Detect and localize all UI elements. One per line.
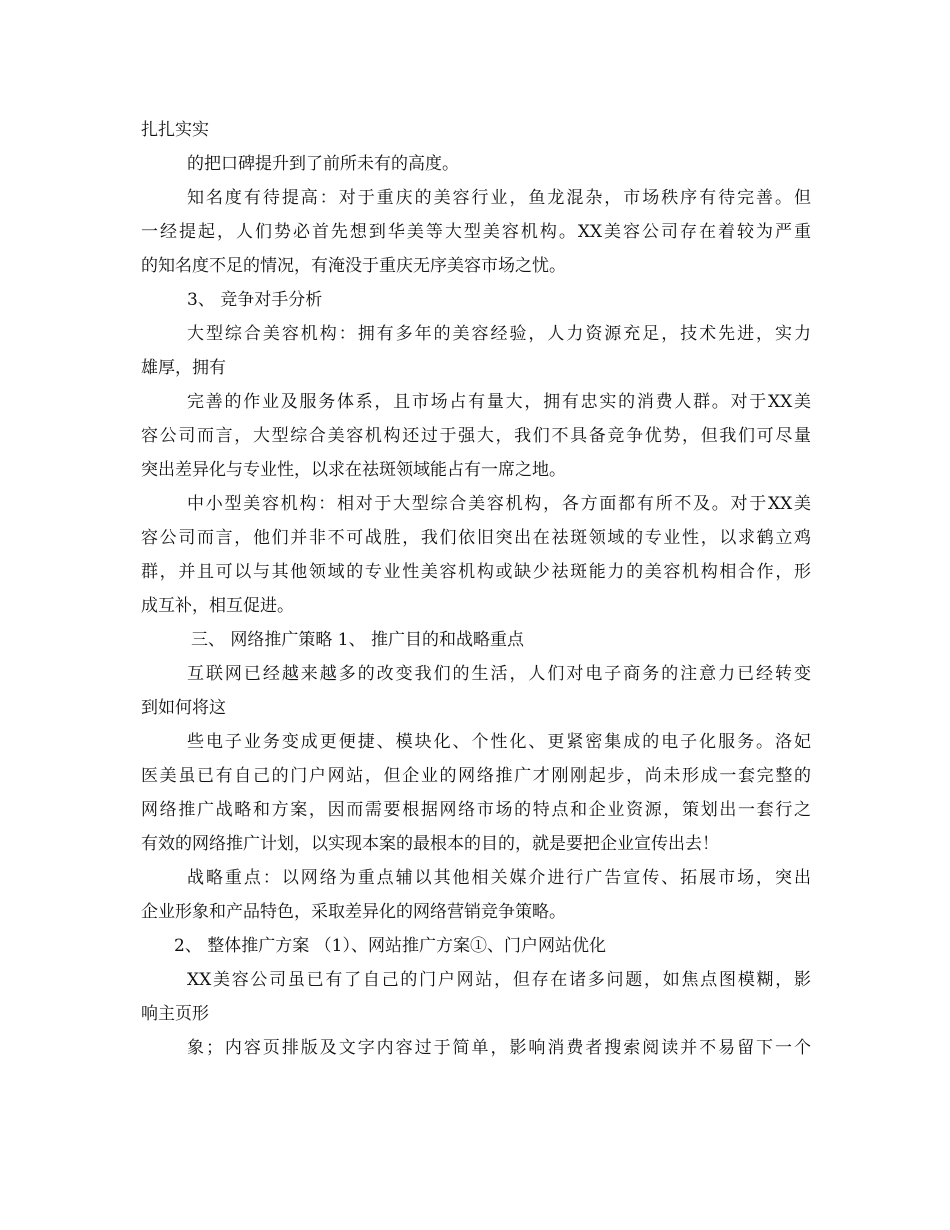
text-line: 的知名度不足的情况，有淹没于重庆无序美容市场之忧。: [141, 256, 566, 276]
text-line: 医美虽已有自己的门户网站，但企业的网络推广才刚刚起步，尚未形成一套完整的: [141, 766, 811, 786]
text-line: 完善的作业及服务体系，且市场占有量大，拥有忠实的消费人群。对于XX美: [187, 392, 811, 412]
text-line: 大型综合美容机构：拥有多年的美容经验，人力资源充足，技术先进，实力: [187, 324, 811, 344]
text-line: XX美容公司虽已有了自己的门户网站，但存在诸多问题，如焦点图模糊，影: [187, 970, 811, 990]
document-body: [141, 116, 811, 1068]
text-line: 有效的网络推广计划，以实现本案的最根本的目的，就是要把企业宣传出去！: [141, 834, 719, 854]
text-line: 象；内容页排版及文字内容过于简单，影响消费者搜索阅读并不易留下一个: [187, 1038, 811, 1058]
text-line: 扎扎实实: [141, 120, 209, 140]
section-heading: 2、 整体推广方案 （1）、网站推广方案①、门户网站优化: [174, 936, 606, 956]
section-heading: 3、 竞争对手分析: [187, 290, 323, 310]
text-line: 战略重点：以网络为重点辅以其他相关媒介进行广告宣传、拓展市场，突出: [187, 868, 811, 888]
text-line: 网络推广战略和方案，因而需要根据网络市场的特点和企业资源，策划出一套行之: [141, 800, 811, 820]
text-line: 成互补，相互促进。: [141, 596, 294, 616]
text-line: 容公司而言，他们并非不可战胜，我们依旧突出在祛斑领域的专业性，以求鹤立鸡: [141, 528, 811, 548]
text-line: 群，并且可以与其他领域的专业性美容机构或缺少祛斑能力的美容机构相合作，形: [141, 562, 811, 582]
text-line: 突出差异化与专业性，以求在祛斑领域能占有一席之地。: [141, 460, 566, 480]
text-line: 雄厚，拥有: [141, 358, 226, 378]
text-line: 响主页形: [141, 1004, 209, 1024]
text-line: 互联网已经越来越多的改变我们的生活，人们对电子商务的注意力已经转变: [187, 664, 811, 684]
text-line: 到如何将这: [141, 698, 226, 718]
text-line: 中小型美容机构：相对于大型综合美容机构，各方面都有所不及。对于XX美: [187, 494, 811, 514]
text-line: 知名度有待提高：对于重庆的美容行业，鱼龙混杂，市场秩序有待完善。但: [187, 188, 811, 208]
section-heading: 三、 网络推广策略 1、 推广目的和战略重点: [191, 630, 525, 650]
text-line: 的把口碑提升到了前所未有的高度。: [187, 154, 459, 174]
text-line: 企业形象和产品特色，采取差异化的网络营销竞争策略。: [141, 902, 566, 922]
text-line: 些电子业务变成更便捷、模块化、个性化、更紧密集成的电子化服务。洛妃: [187, 732, 811, 752]
text-line: 容公司而言，大型综合美容机构还过于强大，我们不具备竞争优势，但我们可尽量: [141, 426, 811, 446]
text-line: 一经提起，人们势必首先想到华美等大型美容机构。XX美容公司存在着较为严重: [141, 222, 811, 242]
